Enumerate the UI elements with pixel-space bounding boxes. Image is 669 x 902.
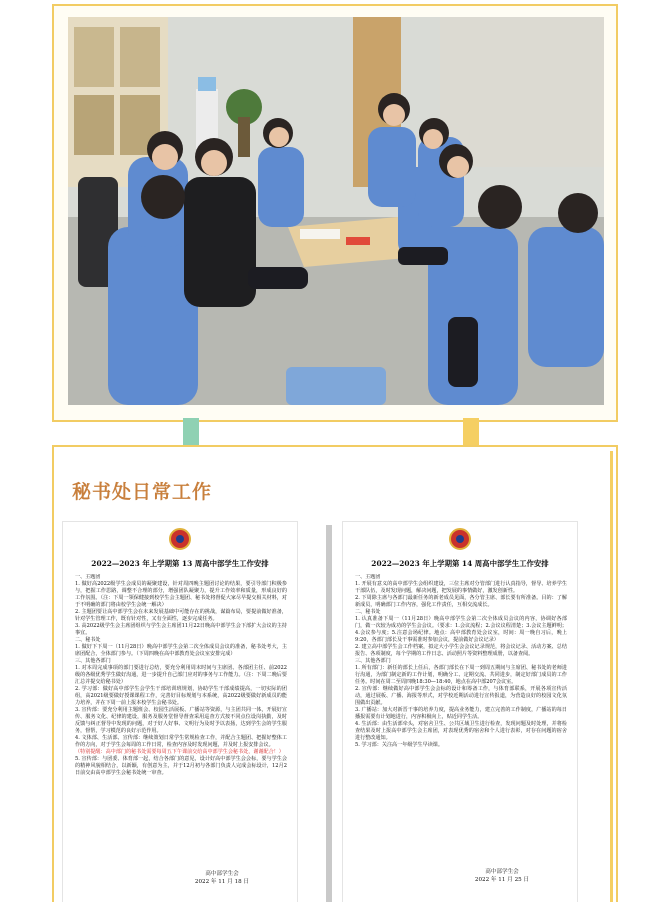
document-title: 2022—2023 年上学期第 13 周高中部学生工作安排 xyxy=(91,559,269,568)
document-title: 2022—2023 年上学期第 14 周高中部学生工作安排 xyxy=(371,559,549,568)
doc-paragraph: 2. 宣传部：继续做好高中部学生会会标的设计和筹备工作，与体育部联系，开展各项宣传活动，通过展板、广播、海报等形式，对学校近期活动进行宣传报道，为营造良好的校园文化氛围做出贡献。 xyxy=(355,686,567,707)
frame-accent-bar xyxy=(610,451,613,902)
doc-paragraph: 4. 生活部：由生活部牵头，对宿舍卫生、公共区域卫生进行检查，发现问题及时处理，并将检查结果及时上报高中部学生会主席团，对表现优秀的宿舍和个人进行表彰，对存在问题的宿舍进行整改通知。 xyxy=(355,721,567,742)
photo-frame xyxy=(52,4,618,422)
doc-paragraph: 3. 广播站：加大对新晋干事的培养力度，提高业务能力，建立完善的工作制度，广播站的每日播报需要有计划地进行，内容积极向上，贴近同学生活。 xyxy=(355,707,567,721)
document-body xyxy=(355,574,567,860)
section-title: 秘书处日常工作 xyxy=(72,481,213,503)
document-body xyxy=(75,574,287,860)
doc-paragraph: 三、其他各部门 xyxy=(355,658,391,665)
doc-paragraph: 1. 开展有意义的高中部学生会组织建设，三位主席对分管部门进行认真指导，督导、培养学生干部队伍，及时发现问题，解决问题，把发展的事情做好，激发创新性。 xyxy=(355,581,567,595)
doc-paragraph: 三、其他各部门 xyxy=(75,658,111,665)
doc-paragraph: 2. 下周除主席与各部门最新任务的新老成员见面，各分管主席、部长要有所准备。目的：了解新成员，明确部门工作内容，强化工作责任，互相交流成长。 xyxy=(355,595,567,609)
page-divider xyxy=(326,525,332,902)
doc-paragraph: 1. 对本周完成事项的部门要进行总结，要充分利用周末时间与主席团、各部团主任、前2022级的各级优秀学生做好沟通，进一步提升自己部门应对的事务与工作能力。（注：下周二晚后要汇总并提交给秘书处） xyxy=(75,665,287,686)
doc-paragraph: 2. 建立高中部学生会工作档案，拟定大小学生会会议记录规范，将会议记录、活动方案、总结报告、各项制度，每个学期的工作日志、活动照片等资料整理成册，以备查阅。 xyxy=(355,644,567,658)
document-frame xyxy=(52,445,618,902)
doc-paragraph: 3. 高2022级学生会主席团组织与学生会主席团11月22日晚高中部学生会下部扩大会议的主持事宜。 xyxy=(75,623,287,637)
doc-paragraph: 1. 做好高2022级学生会成员的凝聚建设，针对周四晚主题团讨论的结果，要引导部门积极参与，把握工作思路，调整不合理的部分，增强团队凝聚力，提升工作效率和质量，形成良好的工作氛围。（注：下周一领保健接到校学生会主题团、秘书处将督促大家尽早提交相关材料，对于不明确的部门将由校学生会统一解决） xyxy=(75,581,287,609)
signature-date: 2022 年 11 月 25 日 xyxy=(474,877,530,884)
doc-paragraph: 一、主题团 xyxy=(75,574,101,580)
doc-paragraph: 2. 学习部：做好高中部学生会学生干部培训班规划，协助学生干部成绩提高，一切实际的团组，高2021级要做好授课课程工作，完善好目标规划与本系统，高2022级要做好新成员的能力培养，并在下周一前上报本校学生会秘书处。 xyxy=(75,686,287,707)
doc-paragraph: 二、秘书处 xyxy=(75,637,101,644)
doc-paragraph: 3. 宣传部：要充分利用主题班会、校园生活展板、广播站等资源，与主团共同一体，开展好宣传、服务文化、纪律的建设，服务及服务堂督导督查采用巡查方式按不同点位设岗执勤，及时反馈与纠正督导中发现的问题，对于好人好事、文明行为及时予以表扬，达到学生会的学生服务，督帮，学习模范的良好示范作用。 xyxy=(75,707,287,735)
document-page-week13 xyxy=(62,521,298,902)
document-page-week14 xyxy=(342,521,578,902)
doc-red-note: （特别提醒：高中部门的秘书处需要每周五下午课前交给高中部学生会秘书处，谢谢配合！） xyxy=(75,749,284,756)
doc-paragraph: 一、主题团 xyxy=(355,574,381,580)
doc-paragraph: 2. 主题团要让高中部学生会在未来发展基础中可能存在的挑战，谋篇布局，要提前做好准备，针对学生管理工作，既有针对性，又有全面性，逐步完成任务。 xyxy=(75,609,287,623)
signature-org: 高中部学生会 xyxy=(485,869,519,875)
meeting-photo-illustration xyxy=(68,17,604,405)
signature-org: 高中部学生会 xyxy=(205,871,239,877)
doc-paragraph: 二、秘书处 xyxy=(355,609,381,616)
doc-paragraph: 1. 所有部门：新任的部长上任后，各部门部长在下周一到周五期间与主席团、秘书处的老师进行沟通，为部门制定新的工作计划，明确分工、定期交流、共同进步，制定好部门成员的工作任务。时间在周二至周四晚18:30—18:40，地点在高中部207会议室。 xyxy=(355,665,567,686)
doc-paragraph: 1. 认真准备下周一（11月28日）晚高中部学生会第二次全体成员会议的内容，协调好各部门，做一次较为成功的学生会会议。（要求：1.会议流程；2.会议议程清楚；3.会议主题鲜明；4.会议参与度；5.注意会场纪律。地点：高中部教育处会议室，时间：周一晚自习后，晚上9:20，各部门部长及干事需准时参加会议，提前做好会议记录） xyxy=(355,616,567,644)
school-emblem-icon xyxy=(449,528,471,550)
meeting-photo xyxy=(68,17,604,405)
doc-paragraph: 1. 做好下下周一（11月28日）晚高中部学生会第二次全体成员会议的准备，秘书处考大，主席团配合，全体部门参与。（下周四晚在高中部教育处会议室安排完成） xyxy=(75,644,287,658)
doc-paragraph: 5. 宣传部：与团委、体育部一起，结合各部门的意见，设计好高中部学生会会标，要与学生会的精神风貌相结合，以新颖，有创意为主，并于12月初与各部门负责人完成会标设计，12月2日前交由高中部学生会秘书处统一审查。 xyxy=(75,756,287,777)
signature-date: 2022 年 11 月 18 日 xyxy=(194,879,250,886)
doc-paragraph: 5. 学习部：关注高一年级学生早读课。 xyxy=(355,742,443,749)
doc-paragraph: 4. 文体部、生活部、宣传部：继续策划日常学生常规检查工作，并配合主题团、把握好整体工作的方向，对于学生会每周的工作日常，检查内容及时发现问题，并及时上报安排会议。 xyxy=(75,735,287,749)
document-signature xyxy=(167,870,277,887)
school-emblem-icon xyxy=(169,528,191,550)
document-signature xyxy=(447,868,557,885)
